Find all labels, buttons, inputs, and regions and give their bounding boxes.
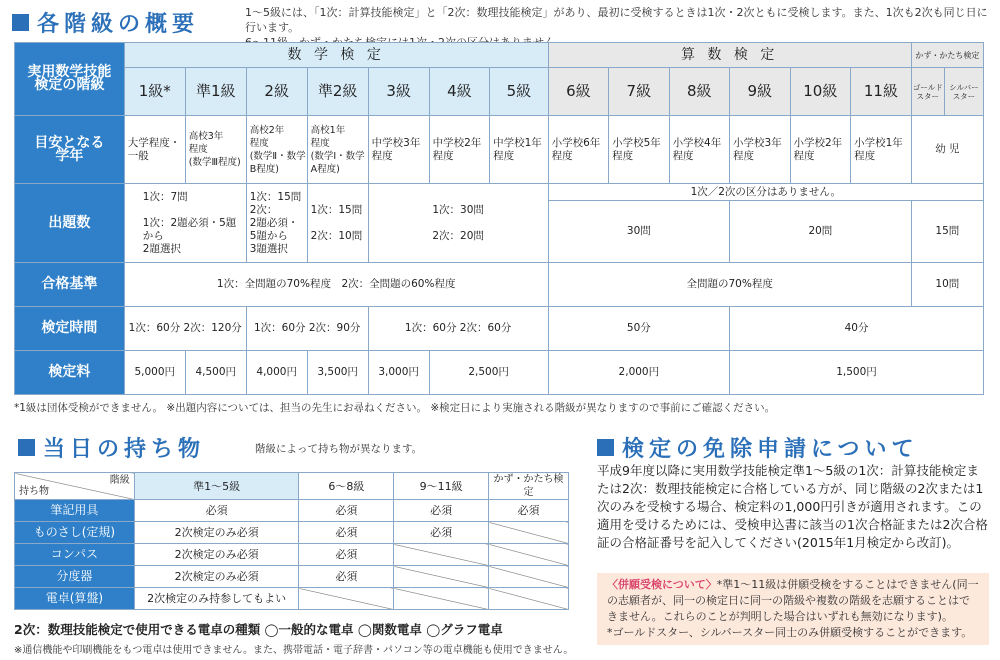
item-cell: 必須 <box>299 500 394 522</box>
square-bullet-icon <box>12 14 29 31</box>
grade-cell: 大学程度・ 一般 <box>124 116 185 184</box>
calculator-note: ※通信機能や印刷機能をもつ電卓は使用できません。また、携帯電話・電子辞書・パソコン等の電卓機能も使用できません。 <box>14 645 574 656</box>
grade-cell: 小学校6年 程度 <box>548 116 608 184</box>
corner-level-label: 階級 <box>109 475 130 486</box>
item-cell: 必須 <box>299 544 394 566</box>
item-label: コンパス <box>15 544 135 566</box>
grade-cell: 中学校1年 程度 <box>490 116 549 184</box>
grade-cell: 小学校4年 程度 <box>669 116 729 184</box>
count-cell-3: 1次：15問 2次：10問 <box>307 184 368 263</box>
item-cell: 必須 <box>394 500 489 522</box>
fee-cell: 2,500円 <box>429 351 548 395</box>
items-table <box>14 472 569 610</box>
items-col-header: 9～11級 <box>394 473 489 500</box>
grade-cell: 高校1年 程度 (数学Ⅰ・数学 A程度) <box>307 116 368 184</box>
row-label-count: 出題数 <box>15 184 125 263</box>
grade-cell: 中学校3年 程度 <box>368 116 429 184</box>
time-arith-1: 50分 <box>548 307 729 351</box>
time-cell-2: 1次：60分 2次：90分 <box>246 307 368 351</box>
item-cell: 必須 <box>299 566 394 588</box>
exemption-body: 平成9年度以降に実用数学技能検定準1～5級の1次：計算技能検定または2次：数理技能検定に合格している方が、同じ階級の2次または1次のみを受検する場合、検定料の1,000円引きが適用されます。この適用を受けるためには、受検申込書に該当の1次合格証または2次合格証の合格証番号を記入してください(2015年1月検定から改訂)。 <box>597 463 988 550</box>
section-overview-title: 各階級の概要 <box>12 7 199 38</box>
level-cell: 準2級 <box>307 68 368 116</box>
items-col-header: 準1～5級 <box>134 473 299 500</box>
table-corner-label: 実用数学技能 検定の階級 <box>15 43 125 116</box>
square-bullet-icon <box>18 439 35 456</box>
arith-group-header: 算 数 検 定 <box>548 43 911 68</box>
level-cell: 8級 <box>669 68 729 116</box>
concurrent-exam-note <box>597 573 989 645</box>
grade-cell: 小学校3年 程度 <box>730 116 790 184</box>
time-arith-2: 40分 <box>730 307 984 351</box>
item-cell: 2次検定のみ必須 <box>134 522 299 544</box>
level-cell: 2級 <box>246 68 307 116</box>
item-cell-none <box>394 566 489 588</box>
items-corner <box>15 473 135 500</box>
item-cell: 必須 <box>489 500 569 522</box>
item-cell: 2次検定のみ必須 <box>134 544 299 566</box>
item-cell-none <box>489 522 569 544</box>
table-footnote: *1級は団体受検ができません。 ※出題内容については、担当の先生にお尋ねください。 ※検定日により実施される階級が異なりますので事前にご確認ください。 <box>14 402 776 414</box>
level-cell: 7級 <box>609 68 669 116</box>
section-items-title: 当日の持ち物 <box>18 432 205 463</box>
kazu-group-header: かず・かたち検定 <box>911 43 983 68</box>
level-cell: 6級 <box>548 68 608 116</box>
pass-arith: 全問題の70%程度 <box>548 263 911 307</box>
item-label: 電卓(算盤) <box>15 588 135 610</box>
grade-cell: 高校3年 程度 (数学Ⅲ程度) <box>185 116 246 184</box>
fee-cell: 3,000円 <box>368 351 429 395</box>
pass-math: 1次：全問題の70%程度 2次：全問題の60%程度 <box>124 263 548 307</box>
row-label-fee: 検定料 <box>15 351 125 395</box>
item-cell-none <box>489 544 569 566</box>
count-kazu: 15問 <box>911 201 983 263</box>
grade-cell: 高校2年 程度 (数学Ⅱ・数学 B程度) <box>246 116 307 184</box>
row-label-pass: 合格基準 <box>15 263 125 307</box>
count-cell-1: 1次：7問 1次：2題必須・5題から 2題選択 <box>124 184 246 263</box>
math-group-header: 数 学 検 定 <box>124 43 548 68</box>
level-cell: 11級 <box>851 68 912 116</box>
item-label: 筆記用具 <box>15 500 135 522</box>
pass-kazu: 10問 <box>911 263 983 307</box>
fee-cell: 3,500円 <box>307 351 368 395</box>
count-arith-1: 30問 <box>548 201 729 263</box>
square-bullet-icon <box>597 439 614 456</box>
item-cell: 必須 <box>134 500 299 522</box>
item-label: 分度器 <box>15 566 135 588</box>
level-cell: 9級 <box>730 68 790 116</box>
count-no-division: 1次／2次の区分はありません。 <box>548 184 983 201</box>
level-cell: 4級 <box>429 68 489 116</box>
item-cell-none <box>394 544 489 566</box>
concurrent-note-body: *準1～11級は併願受検をすることはできません(同一の志願者が、同一の検定日に同一の階級や複数の階級を志願することはできません。これらのことが判明した場合はいずれも無効になります)。 <box>607 578 979 623</box>
corner-items-label: 持ち物 <box>19 486 49 497</box>
row-label-time: 検定時間 <box>15 307 125 351</box>
fee-cell: 5,000円 <box>124 351 185 395</box>
overview-note-1: 1～5級には、「1次：計算技能検定」と「2次：数理技能検定」があり、最初に受検するときは1次・2次ともに受検します。また、1次も2次も同じ日に行います。 <box>245 6 988 34</box>
fee-cell: 4,500円 <box>185 351 246 395</box>
level-cell: 5級 <box>490 68 549 116</box>
item-cell-none <box>489 566 569 588</box>
fee-cell: 2,000円 <box>548 351 729 395</box>
item-cell: 2次検定のみ必須 <box>134 566 299 588</box>
item-cell: 2次検定のみ持参してもよい <box>134 588 299 610</box>
time-cell-1: 1次：60分 2次：120分 <box>124 307 246 351</box>
count-cell-4: 1次：30問 2次：20問 <box>368 184 548 263</box>
items-col-header: 6～8級 <box>299 473 394 500</box>
grade-cell: 小学校5年 程度 <box>609 116 669 184</box>
level-cell: 10級 <box>790 68 851 116</box>
grade-cell: 中学校2年 程度 <box>429 116 489 184</box>
item-cell-none <box>394 588 489 610</box>
grade-cell: 小学校1年 程度 <box>851 116 912 184</box>
item-cell: 必須 <box>299 522 394 544</box>
level-cell: 1級* <box>124 68 185 116</box>
items-col-header: かず・かたち検定 <box>489 473 569 500</box>
levels-table <box>14 42 984 395</box>
item-cell: 必須 <box>394 522 489 544</box>
fee-cell: 1,500円 <box>730 351 984 395</box>
level-cell: 3級 <box>368 68 429 116</box>
calculator-types: 2次：数理技能検定で使用できる電卓の種類 ◯一般的な電卓 ◯関数電卓 ◯グラフ電卓 <box>14 622 503 637</box>
items-subtitle: 階級によって持ち物が異なります。 <box>255 443 423 455</box>
section-exemption-title: 検定の免除申請について <box>597 432 919 463</box>
fee-cell: 4,000円 <box>246 351 307 395</box>
item-cell-none <box>489 588 569 610</box>
silver-star-cell: シルバー スター <box>944 68 983 116</box>
gold-star-cell: ゴールド スター <box>911 68 944 116</box>
count-arith-2: 20問 <box>730 201 912 263</box>
count-cell-2: 1次：15問 2次： 2題必須・ 5題から 3題選択 <box>246 184 307 263</box>
level-cell: 準1級 <box>185 68 246 116</box>
concurrent-note-heading: 〈併願受検について〉 <box>607 578 717 591</box>
concurrent-note-last: *ゴールドスター、シルバースター同士のみ併願受検することができます。 <box>607 626 973 639</box>
item-cell-none <box>299 588 394 610</box>
grade-cell: 幼 児 <box>911 116 983 184</box>
grade-cell: 小学校2年 程度 <box>790 116 851 184</box>
item-label: ものさし(定規) <box>15 522 135 544</box>
row-label-grade: 目安となる 学年 <box>15 116 125 184</box>
time-cell-3: 1次：60分 2次：60分 <box>368 307 548 351</box>
